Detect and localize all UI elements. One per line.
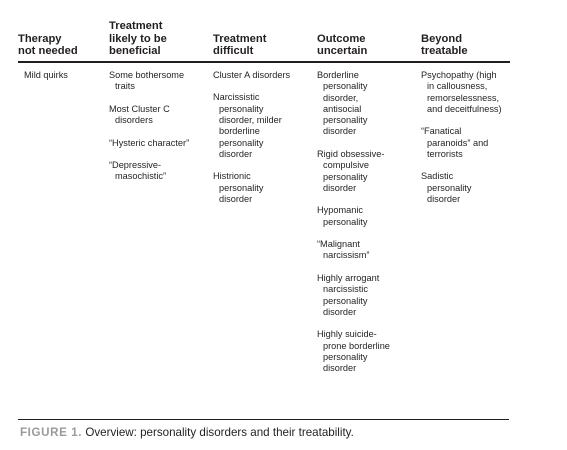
item-line: and deceitfulness) (427, 103, 502, 114)
item-line: disorder (427, 194, 461, 205)
column-treatment-difficult (213, 70, 290, 217)
item-line: Cluster A disorders (213, 70, 291, 80)
item-line: paranoids” and (427, 137, 489, 148)
item-line: “Depressive- (109, 160, 162, 171)
item-line: disorder (323, 363, 357, 374)
item-line: “Hysteric character” (109, 137, 190, 148)
header-line: difficult (213, 45, 254, 58)
item-line: disorders (115, 115, 153, 126)
item-line: in callousness, (427, 81, 488, 92)
list-item (317, 329, 390, 374)
list-item (317, 273, 390, 318)
item-line: Histrionic (213, 171, 251, 182)
figure-label: FIGURE 1. (20, 426, 83, 439)
list-item (421, 70, 502, 115)
item-line: personality (323, 216, 368, 227)
list-item (421, 171, 502, 205)
item-line: disorder (219, 148, 253, 159)
list-item (109, 70, 189, 93)
figure-caption (20, 426, 354, 440)
item-line: disorder (323, 126, 357, 137)
item-line: Most Cluster C (109, 103, 170, 114)
item-line: “Fanatical (421, 126, 462, 137)
item-line: masochistic” (115, 171, 167, 182)
column-header-beyond-treatable (421, 33, 468, 58)
list-item (213, 171, 290, 205)
header-line: likely to be (109, 32, 167, 45)
header-line: Therapy (18, 32, 62, 45)
item-line: disorder, (323, 92, 359, 103)
column-beyond-treatable (421, 70, 502, 217)
column-header-therapy-not-needed (18, 33, 78, 58)
table-header-row (18, 8, 510, 58)
treatability-table (18, 8, 510, 374)
header-line: not needed (18, 45, 78, 58)
header-line: Outcome (317, 32, 366, 45)
column-header-outcome-uncertain (317, 33, 367, 58)
header-divider (18, 61, 510, 63)
item-line: personality (219, 137, 264, 148)
item-line: Narcissistic (213, 92, 260, 103)
list-item (109, 104, 189, 127)
header-line: treatable (421, 45, 468, 58)
item-line: Hypomanic (317, 205, 363, 216)
list-item (317, 205, 390, 228)
item-line: Borderline (317, 70, 359, 80)
item-line: remorselessness, (427, 92, 499, 103)
column-header-treatment-difficult (213, 33, 266, 58)
header-line: Treatment (213, 32, 267, 45)
list-item (421, 126, 502, 160)
item-line: personality (219, 103, 264, 114)
item-line: disorder (323, 182, 357, 193)
item-line: compulsive (323, 160, 369, 171)
list-item (317, 149, 390, 194)
header-line: uncertain (317, 45, 368, 58)
item-line: Sadistic (421, 171, 454, 182)
column-treatment-beneficial (109, 70, 189, 194)
item-line: Highly arrogant (317, 272, 380, 283)
caption-divider (18, 419, 509, 420)
item-line: personality (427, 182, 472, 193)
item-line: disorder (323, 306, 357, 317)
list-item (109, 138, 189, 149)
item-line: Some bothersome (109, 70, 185, 80)
item-line: Mild quirks (24, 70, 68, 80)
item-line: personality (323, 115, 368, 126)
list-item (24, 70, 68, 81)
item-line: traits (115, 81, 135, 92)
item-line: narcissism” (323, 250, 370, 261)
item-line: personality (323, 81, 368, 92)
item-line: disorder (219, 194, 253, 205)
list-item (213, 70, 290, 81)
list-item (213, 92, 290, 160)
header-line: Beyond (421, 32, 463, 45)
item-line: personality (219, 182, 264, 193)
item-line: borderline (219, 126, 260, 137)
header-line: beneficial (109, 45, 161, 58)
item-line: disorder, milder (219, 115, 282, 126)
item-line: personality (323, 295, 368, 306)
list-item (317, 70, 390, 138)
list-item (317, 239, 390, 262)
item-line: Highly suicide- (317, 329, 377, 340)
item-line: Rigid obsessive- (317, 148, 385, 159)
column-therapy-not-needed (24, 70, 68, 92)
caption-text: Overview: personality disorders and their treatability. (85, 426, 354, 439)
item-line: Psychopathy (high (421, 70, 497, 80)
item-line: narcissistic (323, 284, 368, 295)
item-line: prone borderline (323, 340, 390, 351)
list-item (109, 160, 189, 183)
column-outcome-uncertain (317, 70, 390, 386)
item-line: “Malignant (317, 239, 360, 250)
item-line: personality (323, 351, 368, 362)
item-line: antisocial (323, 103, 362, 114)
item-line: personality (323, 171, 368, 182)
header-line: Treatment (109, 20, 163, 33)
item-line: terrorists (427, 148, 463, 159)
column-header-treatment-beneficial (109, 20, 167, 58)
